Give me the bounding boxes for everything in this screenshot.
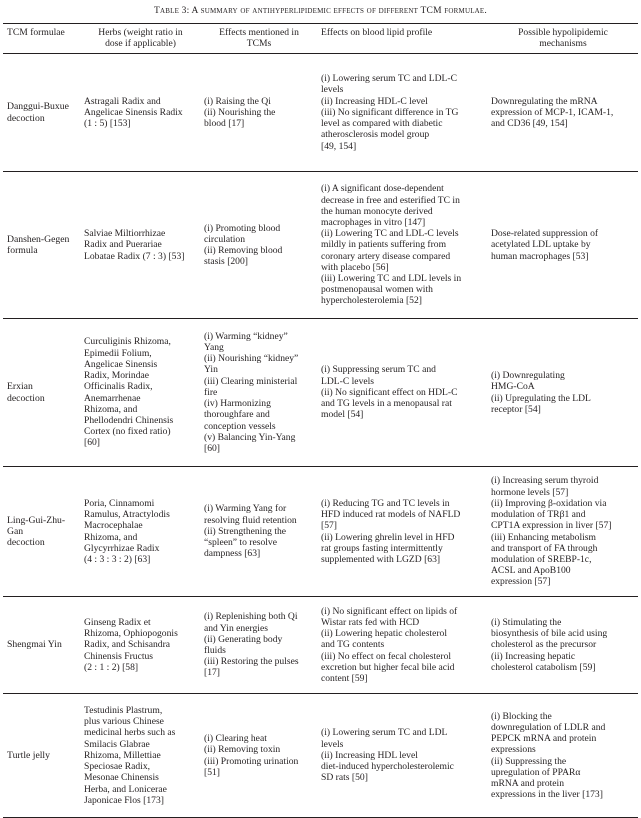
cell-line: ACSL and ApoB100 xyxy=(491,565,571,577)
table-row xyxy=(3,694,638,818)
cell-line: diet-induced hypercholesterolemic xyxy=(321,761,454,773)
cell-line: Salviae Miltiorrhizae xyxy=(84,228,166,240)
cell-line: Japonicae Flos [173] xyxy=(84,794,164,806)
cell-line: mRNA and protein xyxy=(491,777,565,789)
table-row xyxy=(3,54,638,172)
cell-line: formula xyxy=(7,245,38,256)
cell-line: (v) Balancing Yin-Yang xyxy=(204,431,296,443)
cell-line: Gan xyxy=(7,525,24,537)
cell-line: Anemarrhenae xyxy=(84,392,141,404)
cell-line: (ii) Increasing hepatic xyxy=(491,650,576,662)
cell-line: CPT1A expression in liver [57] xyxy=(491,520,612,532)
cell-line: (iii) No significant difference in TG xyxy=(321,106,459,118)
cell-line: fire xyxy=(204,386,218,398)
lipid-cell xyxy=(317,597,487,694)
cell-line: SD rats [50] xyxy=(321,772,368,784)
cell-line: Dose-related suppression of xyxy=(491,228,599,240)
cell-line: and Yin energies xyxy=(204,622,268,634)
formula-cell xyxy=(3,597,80,694)
cell-line: (iii) Promoting urination xyxy=(204,755,299,767)
cell-line: [51] xyxy=(204,766,220,778)
cell-line: Yin xyxy=(204,364,218,376)
cell-line: mildly in patients suffering from xyxy=(321,239,447,251)
cell-line: Radix, and Schisandra xyxy=(84,639,171,651)
cell-line: (ii) No significant effect on HDL-C xyxy=(321,386,458,398)
cell-line: (i) Lowering serum TC and LDL-C xyxy=(321,73,457,85)
cell-line: the human monocyte derived xyxy=(321,205,433,217)
formula-cell xyxy=(3,54,80,172)
cell-line: Lobatae Radix (7 : 3) [53] xyxy=(84,250,185,262)
cell-line: (ii) Lowering ghrelin level in HFD xyxy=(321,531,455,543)
cell-line: (ii) Increasing HDL level xyxy=(321,749,418,761)
table-caption: Table 3: A summary of antihyperlipidemic effects of different TCM formulae. xyxy=(154,6,487,16)
cell-line: (ii) Removing toxin xyxy=(204,744,281,756)
cell-line: hypercholesterolemia [52] xyxy=(321,295,422,307)
cell-line: conception vessels xyxy=(204,420,276,432)
cell-line: Phellodendri Chinensis xyxy=(84,414,174,426)
cell-line: decrease in free and esterified TC in xyxy=(321,194,460,206)
cell-line: modulation of TRβ1 and xyxy=(491,509,586,521)
cell-line: circulation xyxy=(204,233,246,245)
cell-line: Danggui-Buxue xyxy=(7,101,69,113)
cell-line: and TG levels in a menopausal rat xyxy=(321,398,452,410)
cell-line: (ii) Generating body xyxy=(204,633,283,645)
cell-line: (i) Suppressing serum TC and xyxy=(321,364,436,376)
cell-line: mechanisms xyxy=(539,38,587,50)
cell-line: LDL-C levels xyxy=(321,375,375,387)
cell-line: Angelicae Sinensis xyxy=(84,358,158,370)
cell-line: Possible hypolipidemic xyxy=(518,27,608,38)
cell-line: expressions in the liver [173] xyxy=(491,789,603,801)
cell-line: Ling-Gui-Zhu- xyxy=(7,514,66,526)
cell-line: and transport of FA through xyxy=(491,542,598,554)
cell-line: (ii) Improving β-oxidation via xyxy=(491,497,607,509)
cell-line: receptor [54] xyxy=(491,403,541,415)
cell-line: Downregulating the mRNA xyxy=(491,95,598,107)
cell-line: Epimedii Folium, xyxy=(84,347,152,359)
lipid-cell xyxy=(317,467,487,597)
cell-line: [49, 154] xyxy=(321,140,357,152)
cell-line: (i) Blocking the xyxy=(491,710,552,722)
cell-line: level as compared with diabetic xyxy=(321,118,443,130)
cell-line: (i) Reducing TG and TC levels in xyxy=(321,497,450,509)
formula-cell xyxy=(3,319,80,467)
cell-line: levels xyxy=(321,738,344,750)
effects-cell xyxy=(200,694,317,818)
cell-line: HMG-CoA xyxy=(491,381,535,393)
header-row xyxy=(3,24,638,54)
cell-line: macrophages in vitro [147] xyxy=(321,216,426,228)
cell-line: Testudinis Plastrum, xyxy=(84,705,163,717)
cell-line: with placebo [56] xyxy=(321,261,389,273)
cell-line: excretion but higher fecal bile acid xyxy=(321,661,455,673)
cell-line: Herbs (weight ratio in xyxy=(98,27,183,38)
cell-line: Angelicae Sinensis Radix xyxy=(84,106,183,118)
cell-line: Macrocephalae xyxy=(84,520,143,532)
mechanisms-cell xyxy=(487,694,638,818)
cell-line: (ii) Lowering TC and LDL-C levels xyxy=(321,228,459,240)
effects-cell xyxy=(200,467,317,597)
cell-line: atherosclerosis model group xyxy=(321,129,430,141)
cell-line: modulation of SREBP-1c, xyxy=(491,553,592,565)
cell-line: TCM formulae xyxy=(7,27,65,38)
cell-line: (ii) Strengthening the xyxy=(204,525,287,537)
cell-line: “spleen” to resolve xyxy=(204,537,277,549)
cell-line: [57] xyxy=(321,520,337,532)
cell-line: Rhizoma, and xyxy=(84,531,138,543)
cell-line: PEPCK mRNA and protein xyxy=(491,733,597,745)
cell-line: decoction xyxy=(7,112,45,124)
formula-cell xyxy=(3,172,80,319)
cell-line: decoction xyxy=(7,537,45,549)
cell-line: model [54] xyxy=(321,409,364,421)
header-herbs xyxy=(80,24,200,54)
cell-line: Smilacis Glabrae xyxy=(84,738,150,750)
cell-line: upregulation of PPARα xyxy=(491,766,581,778)
cell-line: dampness [63] xyxy=(204,548,261,560)
mechanisms-cell xyxy=(487,597,638,694)
cell-line: (iii) No effect on fecal cholesterol xyxy=(321,650,452,662)
cell-line: (iv) Harmonizing xyxy=(204,398,271,410)
cell-line: Rhizoma, Millettiae xyxy=(84,749,161,761)
cell-line: Shengmai Yin xyxy=(7,639,62,651)
cell-line: Officinalis Radix, xyxy=(84,381,153,393)
cell-line: Speciosae Radix, xyxy=(84,761,151,773)
effects-cell xyxy=(200,597,317,694)
cell-line: (i) Downregulating xyxy=(491,370,565,382)
cell-line: Ramulus, Atractylodis xyxy=(84,509,170,521)
herbs-cell xyxy=(80,694,200,818)
cell-line: (iii) Restoring the pulses xyxy=(204,656,299,668)
mechanisms-cell xyxy=(487,54,638,172)
cell-line: Effects mentioned in xyxy=(219,27,299,38)
cell-line: Cortex (no fixed ratio) xyxy=(84,426,171,438)
herbs-cell xyxy=(80,319,200,467)
cell-line: Danshen-Gegen xyxy=(7,233,70,245)
cell-line: (i) A significant dose-dependent xyxy=(321,183,444,195)
cell-line: Glycyrrhizae Radix xyxy=(84,542,160,554)
cell-line: (i) Lowering serum TC and LDL xyxy=(321,727,448,739)
cell-line: (ii) Nourishing the xyxy=(204,106,276,118)
cell-line: supplemented with LGZD [63] xyxy=(321,553,441,565)
lipid-cell xyxy=(317,172,487,319)
cell-line: expression [57] xyxy=(491,576,551,588)
cell-line: Effects on blood lipid profile xyxy=(321,27,433,38)
cell-line: (i) Raising the Qi xyxy=(204,95,271,107)
herbs-cell xyxy=(80,467,200,597)
cell-line: acetylated LDL uptake by xyxy=(491,239,591,251)
cell-line: (ii) Removing blood xyxy=(204,245,283,256)
cell-line: (iii) Lowering TC and LDL levels in xyxy=(321,273,462,284)
cell-line: content [59] xyxy=(321,673,368,684)
cell-line: (i) Clearing heat xyxy=(204,733,267,745)
cell-line: (ii) Upregulating the LDL xyxy=(491,392,591,404)
cell-line: Chinensis Fructus xyxy=(84,650,154,662)
cell-line: (iii) Enhancing metabolism xyxy=(491,531,596,543)
cell-line: (i) Warming Yang for xyxy=(204,503,287,515)
herbs-cell xyxy=(80,54,200,172)
cell-line: cholesterol as the precursor xyxy=(491,639,597,651)
cell-line: stasis [200] xyxy=(204,256,248,268)
cell-line: cholesterol catabolism [59] xyxy=(491,661,596,673)
cell-line: decoction xyxy=(7,392,45,404)
formula-cell xyxy=(3,694,80,818)
table-row xyxy=(3,172,638,319)
cell-line: levels xyxy=(321,84,344,96)
effects-cell xyxy=(200,319,317,467)
cell-line: and TG contents xyxy=(321,639,385,651)
cell-line: Mesonae Chinensis xyxy=(84,772,159,784)
header-formulae xyxy=(3,24,80,54)
cell-line: rat groups fasting intermittently xyxy=(321,542,443,554)
cell-line: [60] xyxy=(84,437,100,449)
cell-line: (ii) Nourishing “kidney” xyxy=(204,353,299,365)
mechanisms-cell xyxy=(487,467,638,597)
effects-cell xyxy=(200,172,317,319)
lipid-cell xyxy=(317,694,487,818)
cell-line: dose if applicable) xyxy=(105,38,176,50)
cell-line: Radix and Puerariae xyxy=(84,239,162,251)
cell-line: Wistar rats fed with HCD xyxy=(321,616,420,628)
cell-line: (1 : 5) [153] xyxy=(84,118,131,130)
cell-line: (iii) Clearing ministerial xyxy=(204,375,298,387)
cell-line: (ii) Increasing HDL-C level xyxy=(321,95,428,107)
cell-line: Erxian xyxy=(7,381,33,393)
cell-line: (i) Stimulating the xyxy=(491,616,562,628)
cell-line: human macrophages [53] xyxy=(491,250,589,262)
tcm-formulae-table xyxy=(3,23,638,818)
effects-cell xyxy=(200,54,317,172)
cell-line: biosynthesis of bile acid using xyxy=(491,628,608,640)
cell-line: (ii) Lowering hepatic cholesterol xyxy=(321,628,448,640)
cell-line: medicinal herbs such as xyxy=(84,727,176,739)
header-mechanisms xyxy=(487,24,638,54)
header-effects xyxy=(200,24,317,54)
cell-line: fluids xyxy=(204,645,226,656)
cell-line: postmenopausal women with xyxy=(321,284,433,296)
cell-line: Curculiginis Rhizoma, xyxy=(84,336,171,348)
cell-line: (i) Warming “kidney” xyxy=(204,330,288,342)
cell-line: plus various Chinese xyxy=(84,716,164,728)
cell-line: Turtle jelly xyxy=(7,749,50,761)
mechanisms-cell xyxy=(487,172,638,319)
cell-line: Rhizoma, and xyxy=(84,403,138,415)
cell-line: Ginseng Radix et xyxy=(84,616,151,628)
cell-line: (ii) Suppressing the xyxy=(491,755,567,767)
cell-line: (i) Increasing serum thyroid xyxy=(491,475,599,487)
table-row xyxy=(3,319,638,467)
lipid-cell xyxy=(317,54,487,172)
cell-line: Rhizoma, Ophiopogonis xyxy=(84,628,178,640)
cell-line: (i) Replenishing both Qi xyxy=(204,611,298,623)
cell-line: Herba, and Lonicerae xyxy=(84,783,167,795)
cell-line: blood [17] xyxy=(204,118,245,130)
cell-line: [60] xyxy=(204,442,220,454)
cell-line: Astragali Radix and xyxy=(84,95,161,107)
cell-line: (4 : 3 : 3 : 2) [63] xyxy=(84,553,151,565)
cell-line: and CD36 [49, 154] xyxy=(491,118,568,130)
table-row xyxy=(3,467,638,597)
cell-line: Poria, Cinnamomi xyxy=(84,497,155,509)
cell-line: Radix, Morindae xyxy=(84,370,150,382)
cell-line: coronary artery disease compared xyxy=(321,250,451,262)
cell-line: hormone levels [57] xyxy=(491,486,569,498)
formula-cell xyxy=(3,467,80,597)
cell-line: (i) Promoting blood xyxy=(204,222,281,234)
lipid-cell xyxy=(317,319,487,467)
cell-line: expression of MCP-1, ICAM-1, xyxy=(491,106,614,118)
cell-line: resolving fluid retention xyxy=(204,514,297,526)
cell-line: thoroughfare and xyxy=(204,409,270,421)
cell-line: (2 : 1 : 2) [58] xyxy=(84,661,139,673)
cell-line: [17] xyxy=(204,667,220,679)
herbs-cell xyxy=(80,172,200,319)
cell-line: (i) No significant effect on lipids of xyxy=(321,605,458,617)
cell-line: Yang xyxy=(204,342,224,354)
table-row xyxy=(3,597,638,694)
herbs-cell xyxy=(80,597,200,694)
mechanisms-cell xyxy=(487,319,638,467)
cell-line: HFD induced rat models of NAFLD xyxy=(321,509,461,521)
header-lipid-profile xyxy=(317,24,487,54)
cell-line: expressions xyxy=(491,744,536,756)
cell-line: downregulation of LDLR and xyxy=(491,721,606,733)
cell-line: TCMs xyxy=(246,38,272,50)
